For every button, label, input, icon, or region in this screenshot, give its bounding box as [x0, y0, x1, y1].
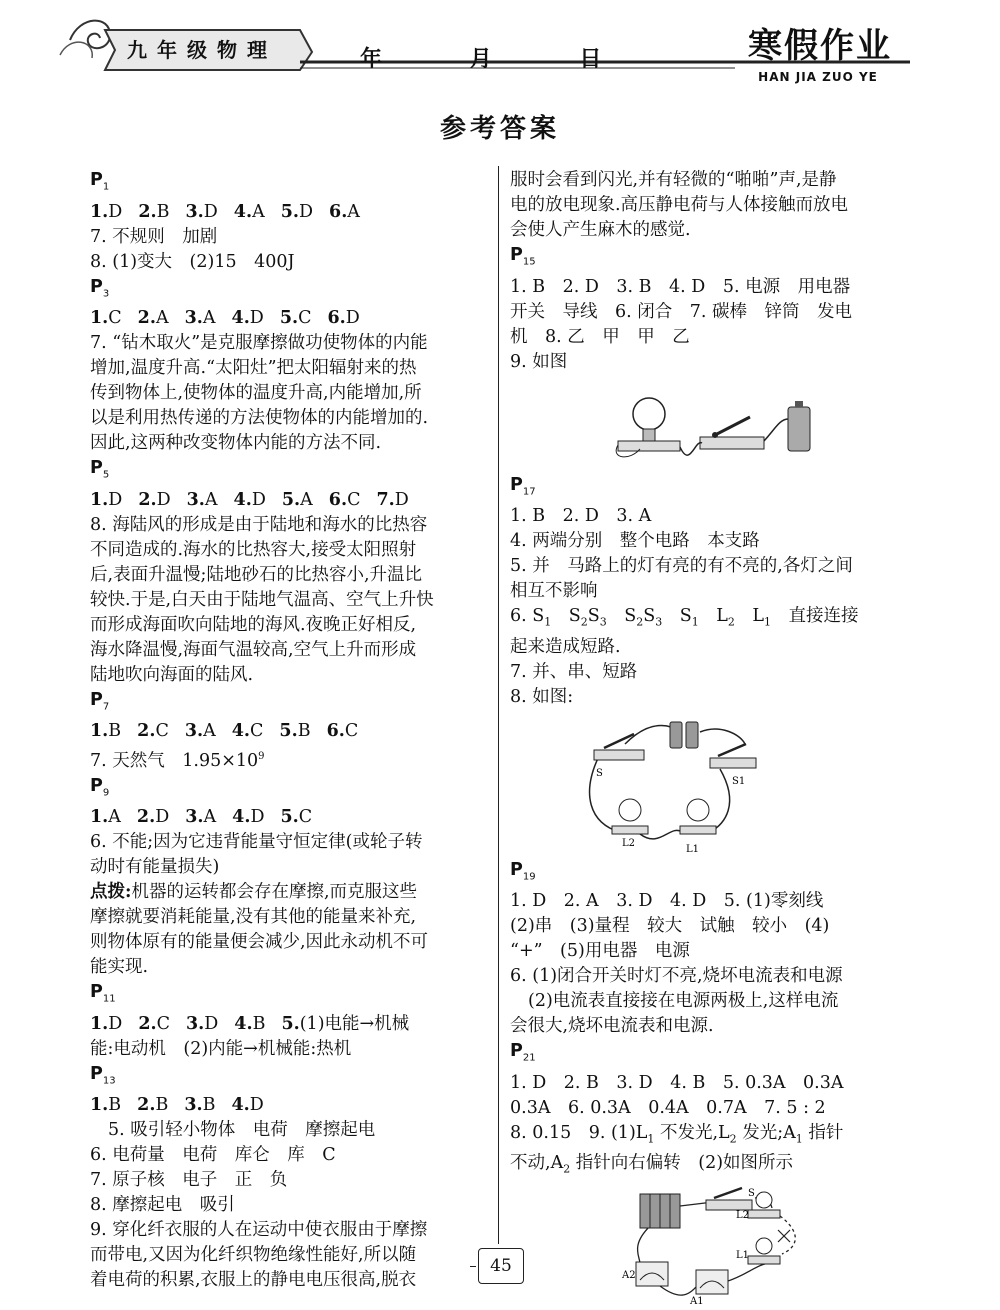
answer-line	[510, 1121, 915, 1152]
answer-line	[90, 306, 490, 331]
brand-pinyin: HAN JIA ZUO YE	[758, 70, 878, 84]
question-number: 6.	[329, 201, 348, 222]
section-heading-p1: $P_1$	[90, 170, 110, 193]
answer-line: 能:电动机 (2)内能→机械能:热机	[90, 1038, 352, 1059]
label-l1: L1	[736, 1249, 750, 1261]
section-heading-p3: $P_3$	[90, 276, 110, 299]
answer-line	[90, 488, 490, 513]
text-run: S	[587, 606, 600, 626]
question-number: 7.	[376, 489, 395, 510]
question-number: 2.	[136, 807, 156, 828]
answer-value: D	[108, 489, 123, 510]
question-number: 3.	[185, 201, 204, 222]
label-a2: A2	[622, 1269, 636, 1281]
question-number: 4.	[231, 721, 251, 741]
answer-value: C	[344, 721, 359, 741]
text-run: 指针向右偏转 (2)如图所示	[570, 1153, 794, 1173]
subscript: 2	[729, 1132, 737, 1145]
answer-line: 点拨:机器的运转都会存在摩擦,而克服这些	[90, 882, 418, 903]
answer-value: C	[347, 489, 361, 510]
answer-line: 会使人产生麻木的感觉.	[510, 220, 691, 240]
answer-value: B	[156, 201, 170, 222]
label-l2: L2	[622, 837, 636, 849]
question-number: 4.	[232, 807, 251, 828]
question-number: 1.	[90, 1013, 109, 1034]
answer-line: 机 8. 乙 甲 甲 乙	[510, 326, 690, 347]
question-number: 2.	[137, 721, 156, 741]
question-number: 5.	[279, 721, 298, 741]
question-number: 5.	[281, 1013, 300, 1034]
answer-line: 1. D 2. A 3. D 4. D 5. (1)零刻线	[510, 891, 824, 911]
answer-line: 则物体原有的能量便会减少,因此永动机不可	[90, 932, 429, 953]
answer-line: 服时会看到闪光,并有轻微的“啪啪”声,是静	[510, 170, 837, 190]
answer-line: 7. 不规则 加剧	[90, 226, 218, 247]
question-number: 3.	[186, 489, 205, 510]
battery-icon	[788, 401, 810, 451]
answer-value: D	[298, 201, 314, 222]
ammeter-icon	[636, 1262, 668, 1286]
answer-value: D	[249, 308, 264, 328]
text-run: 不发光,L	[654, 1122, 730, 1143]
answer-line: 9. 穿化纤衣服的人在运动中使衣服由于摩擦	[90, 1220, 428, 1241]
answer-line: 能实现.	[90, 957, 149, 978]
switch-icon	[710, 744, 756, 768]
answer-line: 7. 天然气 $1.95\times 10^9$	[90, 750, 265, 771]
question-number: 1.	[90, 807, 109, 828]
subscript: 1	[544, 615, 552, 629]
answer-line: 因此,这两种改变物体内能的方法不同.	[90, 433, 382, 453]
answer-line: 8. (1)变大 (2)15 400J	[90, 251, 295, 272]
answer-line: 着电荷的积累,衣服上的静电电压很高,脱衣	[90, 1270, 417, 1291]
answer-line: 会很大,烧坏电流表和电源.	[510, 1016, 714, 1036]
subscript: 2	[636, 615, 644, 629]
answer-value: C	[298, 807, 313, 828]
section-heading-p5: $P_5$	[90, 458, 110, 481]
question-number: 2.	[137, 1095, 156, 1116]
label-l2: L2	[736, 1209, 750, 1221]
text-run: 发光;A	[736, 1122, 796, 1143]
answer-value: D	[251, 489, 266, 510]
question-number: 3.	[184, 721, 204, 741]
question-number: 5.	[280, 201, 299, 222]
question-number: 1.	[90, 1095, 109, 1116]
answer-value: C	[155, 721, 169, 741]
answer-value: D	[155, 807, 170, 828]
switch-icon	[594, 734, 644, 760]
answer-line: 1. B 2. D 3. B 4. D 5. 电源 用电器	[510, 276, 851, 297]
answer-line: 开关 导线 6. 闭合 7. 碳棒 锌筒 发电	[510, 301, 853, 322]
answer-value: D	[204, 1013, 219, 1034]
question-number: 5.	[280, 807, 299, 828]
text-run: 6. S	[510, 606, 545, 626]
section-heading-p11: $P_{11}$	[90, 982, 116, 1005]
question-number: 2.	[138, 489, 157, 510]
text-run: 8. 0.15 9. (1)L	[510, 1122, 648, 1143]
answer-value: B	[108, 721, 122, 741]
answer-line: 5. 吸引轻小物体 电荷 摩擦起电	[108, 1120, 376, 1141]
question-number: 4.	[234, 1013, 253, 1034]
answer-line: 6. (1)闭合开关时灯不亮,烧坏电流表和电源	[510, 966, 843, 986]
battery-icon	[670, 722, 698, 748]
answer-line: 8. 摩擦起电 吸引	[90, 1195, 235, 1216]
question-number: 4.	[231, 1095, 250, 1116]
answer-line	[90, 1012, 490, 1037]
question-number: 2.	[138, 1013, 157, 1034]
answer-line: 1. B 2. D 3. A	[510, 506, 652, 526]
tip-label: 点拨:	[90, 882, 132, 903]
answer-value: A	[204, 489, 218, 510]
switch-icon	[706, 1188, 752, 1210]
answer-value: B	[297, 721, 311, 741]
subscript: 1	[691, 615, 699, 629]
answer-value: B	[155, 1095, 169, 1116]
question-number: 6.	[326, 721, 345, 741]
page-header	[0, 0, 1000, 100]
subscript: 3	[655, 615, 663, 629]
answer-line: 4. 两端分别 整个电路 本支路	[510, 531, 760, 551]
ammeter-icon	[696, 1270, 728, 1294]
answer-value: A	[202, 308, 216, 328]
column-divider	[498, 166, 499, 1244]
bulb-icon	[618, 398, 680, 451]
question-number: 1.	[90, 489, 109, 510]
answer-value: C	[156, 1013, 170, 1034]
answer-value: D	[108, 1013, 123, 1034]
text-run: 直接连接	[771, 606, 859, 626]
text-run: 不动,A	[510, 1153, 564, 1173]
answer-line: 7. 并、串、短路	[510, 661, 638, 682]
answer-line: 8. 海陆风的形成是由于陆地和海水的比热容	[90, 514, 428, 535]
answer-line: 8. 如图:	[510, 686, 574, 707]
subscript: 2	[580, 615, 588, 629]
answer-line	[510, 1151, 915, 1182]
text-run: S	[662, 606, 692, 626]
circuit-figure-1	[510, 379, 910, 469]
answer-line: 起来造成短路.	[510, 636, 621, 657]
question-number: 4.	[233, 201, 253, 222]
answer-line	[510, 604, 915, 635]
answer-line: 较快.于是,白天由于陆地气温高、空气上升快	[90, 589, 434, 610]
answer-line: 增加,温度升高.“太阳灶”把太阳辐射来的热	[90, 358, 417, 378]
page-number: 45	[478, 1248, 524, 1284]
switch-icon	[700, 417, 764, 449]
question-number: 6.	[327, 308, 346, 328]
answer-line: 陆地吹向海面的陆风.	[90, 664, 254, 685]
answer-value: B	[202, 1095, 216, 1116]
section-heading-p17: $P_{17}$	[510, 474, 536, 497]
text-run: S	[606, 606, 637, 626]
grade-subject: 九年级物理	[127, 38, 277, 62]
answer-line: 摩擦就要消耗能量,没有其他的能量来补充,	[90, 907, 417, 928]
answer-value: D	[203, 201, 218, 222]
label-a1: A1	[690, 1295, 704, 1306]
question-number: 5.	[281, 489, 301, 510]
answer-line: 7. 原子核 电子 正 负	[90, 1170, 288, 1191]
answer-value: D	[156, 489, 171, 510]
answer-line: 7. “钻木取火”是克服摩擦做功使物体的内能	[90, 333, 428, 353]
section-heading-p21: $P_{21}$	[510, 1041, 536, 1064]
answer-value: D	[108, 201, 123, 222]
subscript: 2	[563, 1162, 571, 1176]
question-number: 6.	[328, 489, 348, 510]
subscript: 2	[727, 615, 735, 629]
question-number: 4.	[231, 308, 250, 328]
bulb-icon	[612, 799, 648, 834]
answer-value: A	[203, 807, 217, 828]
answer-value: (1)电能→机械	[299, 1013, 410, 1034]
answer-line: 海水降温慢,海面气温较高,空气上升而形成	[90, 639, 417, 660]
answer-line: 传到物体上,使物体的温度升高,内能增加,所	[90, 383, 422, 403]
page-title: 参考答案	[439, 114, 560, 144]
section-heading-p7: $P_7$	[90, 689, 110, 712]
question-number: 3.	[185, 807, 204, 828]
answer-value: C	[250, 721, 264, 741]
bulb-icon	[680, 799, 716, 834]
right-column	[510, 168, 915, 1310]
answer-line: 不同造成的.海水的比热容大,接受太阳照射	[90, 539, 417, 560]
footer-rule	[470, 1266, 476, 1267]
brand-title: 寒假作业	[748, 26, 892, 66]
subscript: 1	[795, 1132, 803, 1145]
date-year: 年	[360, 47, 383, 72]
question-number: 3.	[184, 308, 203, 328]
date-fields	[360, 42, 681, 73]
bulb-icon	[748, 1238, 780, 1264]
answer-line	[90, 1093, 490, 1118]
text-run: S	[551, 606, 581, 626]
question-number: 2.	[138, 201, 157, 222]
answer-line: 5. 并 马路上的灯有亮的有不亮的,各灯之间	[510, 556, 853, 576]
answer-line: 而形成海面吹向陆地的海风.夜晚正好相反,	[90, 614, 417, 635]
text-run: L	[698, 606, 728, 626]
subscript: 3	[599, 615, 607, 629]
question-number: 3.	[185, 1013, 205, 1034]
date-day: 日	[579, 47, 602, 72]
subscript: 1	[647, 1132, 655, 1145]
question-number: 5.	[279, 308, 299, 328]
answer-value: B	[252, 1013, 266, 1034]
answer-value: A	[300, 489, 313, 510]
battery-icon	[640, 1194, 680, 1228]
question-number: 4.	[233, 489, 252, 510]
circuit-figure-2	[510, 714, 910, 854]
answer-value: A	[155, 308, 169, 328]
answer-value: A	[252, 201, 265, 222]
question-number: 3.	[184, 1095, 203, 1116]
answer-line: 相互不影响	[510, 581, 598, 601]
question-number: 1.	[90, 201, 109, 222]
label-l1: L1	[686, 843, 700, 854]
answer-line	[90, 200, 490, 225]
answer-line: “+” (5)用电器 电源	[510, 941, 690, 961]
label-s: S	[748, 1187, 755, 1199]
answer-line: 电的放电现象.高压静电荷与人体接触而放电	[510, 195, 849, 215]
date-month: 月	[469, 47, 492, 72]
answer-line: 6. 不能;因为它违背能量守恒定律(或轮子转	[90, 832, 423, 853]
answer-value: D	[345, 308, 360, 328]
text-run: S	[643, 606, 656, 626]
answer-line: 6. 电荷量 电荷 库仑 库 C	[90, 1145, 336, 1166]
answer-value: B	[108, 1095, 122, 1116]
subscript: 1	[764, 615, 771, 629]
answer-line: 后,表面升温慢;陆地砂石的比热容小,升温比	[90, 564, 423, 585]
label-s: S	[596, 767, 603, 779]
answer-value: D	[250, 807, 265, 828]
answer-value: C	[108, 308, 122, 328]
answer-line	[90, 719, 490, 744]
circuit-figure-3	[510, 1186, 910, 1306]
question-number: 1.	[90, 721, 109, 741]
section-heading-p15: $P_{15}$	[510, 245, 536, 268]
answer-value: D	[394, 489, 409, 510]
question-number: 2.	[137, 308, 156, 328]
answer-line: 1. D 2. B 3. D 4. B 5. 0.3A 0.3A	[510, 1072, 844, 1093]
answer-line: 动时有能量损失)	[90, 857, 220, 878]
left-column	[90, 168, 490, 1293]
section-heading-p9: $P_9$	[90, 775, 110, 799]
question-number: 1.	[90, 308, 109, 328]
answer-value: A	[203, 721, 216, 741]
answer-line: (2)串 (3)量程 较大 试触 较小 (4)	[510, 916, 830, 936]
answer-value: C	[298, 308, 312, 328]
answer-line: 0.3A 6. 0.3A 0.4A 0.7A 7. 5 : 2	[510, 1097, 826, 1118]
answer-value: A	[108, 807, 121, 828]
answer-value: A	[347, 201, 360, 222]
answer-line: (2)电流表直接接在电源两极上,这样电流	[528, 991, 839, 1011]
label-s1: S1	[732, 775, 746, 787]
text-run: L	[734, 606, 764, 626]
answer-line: 以是利用热传递的方法使物体的内能增加的.	[90, 408, 429, 428]
answer-line	[90, 805, 490, 830]
text-run: 指针	[802, 1122, 844, 1143]
answer-line: 而带电,又因为化纤织物绝缘性能好,所以随	[90, 1245, 417, 1266]
answer-line: 9. 如图	[510, 351, 568, 372]
section-heading-p13: $P_{13}$	[90, 1063, 116, 1087]
answer-value: D	[249, 1095, 264, 1116]
section-heading-p19: $P_{19}$	[510, 859, 536, 882]
